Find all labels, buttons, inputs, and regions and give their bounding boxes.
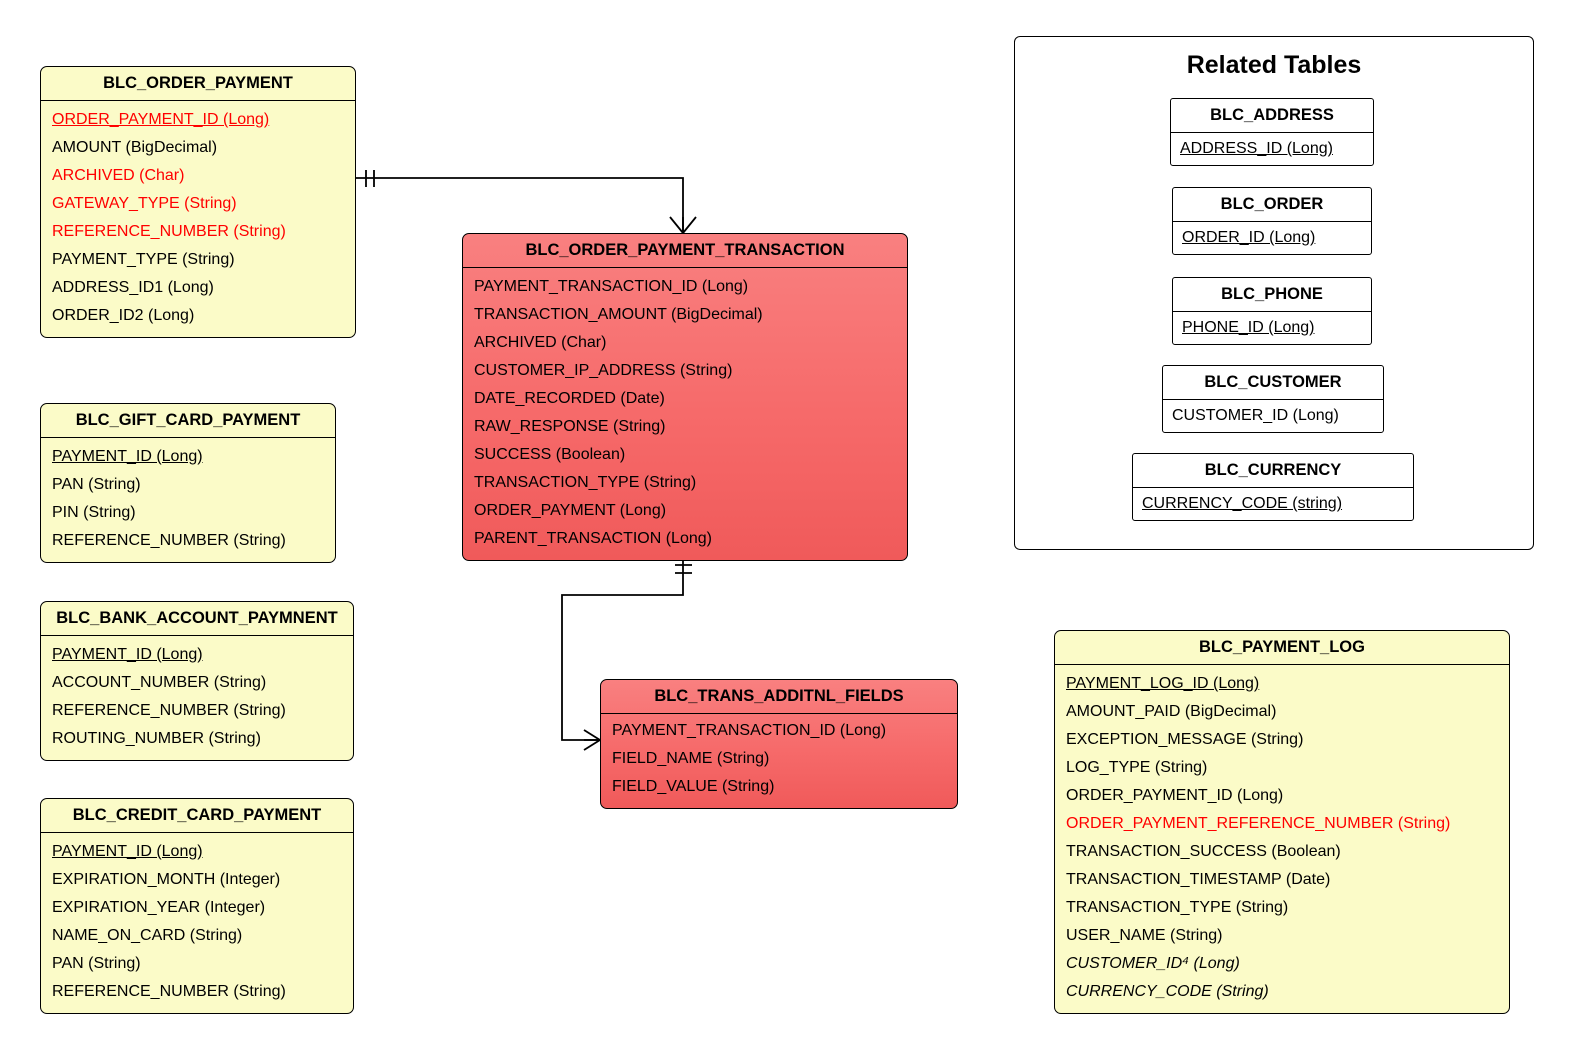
entity-fields xyxy=(601,714,957,808)
mini-title: BLC_ORDER xyxy=(1173,188,1371,222)
field: PIN (String) xyxy=(52,504,136,521)
field: TRANSACTION_TYPE (String) xyxy=(474,474,697,491)
field: ROUTING_NUMBER (String) xyxy=(52,730,261,747)
entity-title: BLC_ORDER_PAYMENT xyxy=(41,67,355,101)
mini-field: CURRENCY_CODE (string) xyxy=(1142,495,1343,512)
field: CURRENCY_CODE (String) xyxy=(1066,983,1269,1000)
field: AMOUNT (BigDecimal) xyxy=(52,139,218,156)
field: REFERENCE_NUMBER (String) xyxy=(52,223,286,240)
field: GATEWAY_TYPE (String) xyxy=(52,195,237,212)
entity-title: BLC_ORDER_PAYMENT_TRANSACTION xyxy=(463,234,907,268)
entity-blc-gift-card-payment[interactable] xyxy=(40,403,336,563)
field: REFERENCE_NUMBER (String) xyxy=(52,702,286,719)
field: USER_NAME (String) xyxy=(1066,927,1223,944)
field: REFERENCE_NUMBER (String) xyxy=(52,532,286,549)
entity-fields xyxy=(41,101,355,337)
field: CUSTOMER_IP_ADDRESS (String) xyxy=(474,362,733,379)
field: TRANSACTION_TYPE (String) xyxy=(1066,899,1289,916)
field: ORDER_PAYMENT_ID (Long) xyxy=(1066,787,1284,804)
mini-field: ORDER_ID (Long) xyxy=(1182,229,1316,246)
field: TRANSACTION_AMOUNT (BigDecimal) xyxy=(474,306,763,323)
field: EXPIRATION_MONTH (Integer) xyxy=(52,871,281,888)
field: PAYMENT_TYPE (String) xyxy=(52,251,235,268)
entity-title: BLC_GIFT_CARD_PAYMENT xyxy=(41,404,335,438)
field: SUCCESS (Boolean) xyxy=(474,446,626,463)
mini-field: PHONE_ID (Long) xyxy=(1182,319,1315,336)
entity-title: BLC_TRANS_ADDITNL_FIELDS xyxy=(601,680,957,714)
field: PAN (String) xyxy=(52,955,141,972)
entity-blc-bank-account-payment[interactable] xyxy=(40,601,354,761)
field: TRANSACTION_TIMESTAMP (Date) xyxy=(1066,871,1331,888)
field: ARCHIVED (Char) xyxy=(52,167,185,184)
entity-fields xyxy=(463,268,907,560)
field: PAN (String) xyxy=(52,476,141,493)
entity-title: BLC_PAYMENT_LOG xyxy=(1055,631,1509,665)
field: PAYMENT_ID (Long) xyxy=(52,843,203,860)
field: ORDER_ID2 (Long) xyxy=(52,307,195,324)
related-table-blc-address[interactable] xyxy=(1170,98,1374,166)
mini-field: CUSTOMER_ID (Long) xyxy=(1172,407,1339,424)
field: PAYMENT_LOG_ID (Long) xyxy=(1066,675,1260,692)
entity-blc-credit-card-payment[interactable] xyxy=(40,798,354,1014)
field: ORDER_PAYMENT (Long) xyxy=(474,502,667,519)
field: RAW_RESPONSE (String) xyxy=(474,418,666,435)
mini-title: BLC_PHONE xyxy=(1173,278,1371,312)
mini-title: BLC_ADDRESS xyxy=(1171,99,1373,133)
field: DATE_RECORDED (Date) xyxy=(474,390,665,407)
related-table-blc-order[interactable] xyxy=(1172,187,1372,255)
field: PAYMENT_ID (Long) xyxy=(52,448,203,465)
mini-field: ADDRESS_ID (Long) xyxy=(1180,140,1333,157)
field: ORDER_PAYMENT_ID (Long) xyxy=(52,111,270,128)
field: LOG_TYPE (String) xyxy=(1066,759,1208,776)
field: ARCHIVED (Char) xyxy=(474,334,607,351)
related-table-blc-customer[interactable] xyxy=(1162,365,1384,433)
related-table-blc-currency[interactable] xyxy=(1132,453,1414,521)
field: EXPIRATION_YEAR (Integer) xyxy=(52,899,266,916)
field: AMOUNT_PAID (BigDecimal) xyxy=(1066,703,1277,720)
field: TRANSACTION_SUCCESS (Boolean) xyxy=(1066,843,1341,860)
entity-fields xyxy=(41,438,335,562)
field: PAYMENT_TRANSACTION_ID (Long) xyxy=(612,722,887,739)
entity-title: BLC_BANK_ACCOUNT_PAYMNENT xyxy=(41,602,353,636)
entity-title: BLC_CREDIT_CARD_PAYMENT xyxy=(41,799,353,833)
mini-title: BLC_CURRENCY xyxy=(1133,454,1413,488)
field: CUSTOMER_ID⁴ (Long) xyxy=(1066,955,1240,972)
field: NAME_ON_CARD (String) xyxy=(52,927,243,944)
field: FIELD_NAME (String) xyxy=(612,750,770,767)
field: ADDRESS_ID1 (Long) xyxy=(52,279,214,296)
entity-fields xyxy=(41,833,353,1013)
field: ACCOUNT_NUMBER (String) xyxy=(52,674,267,691)
field: PAYMENT_TRANSACTION_ID (Long) xyxy=(474,278,749,295)
entity-fields xyxy=(1055,665,1509,1013)
field: EXCEPTION_MESSAGE (String) xyxy=(1066,731,1304,748)
field: FIELD_VALUE (String) xyxy=(612,778,775,795)
field: PAYMENT_ID (Long) xyxy=(52,646,203,663)
entity-blc-payment-log[interactable] xyxy=(1054,630,1510,1014)
field: REFERENCE_NUMBER (String) xyxy=(52,983,286,1000)
entity-blc-trans-additnl-fields[interactable] xyxy=(600,679,958,809)
field: ORDER_PAYMENT_REFERENCE_NUMBER (String) xyxy=(1066,815,1451,832)
mini-title: BLC_CUSTOMER xyxy=(1163,366,1383,400)
related-table-blc-phone[interactable] xyxy=(1172,277,1372,345)
entity-blc-order-payment[interactable] xyxy=(40,66,356,338)
entity-blc-order-payment-transaction[interactable] xyxy=(462,233,908,561)
entity-fields xyxy=(41,636,353,760)
field: PARENT_TRANSACTION (Long) xyxy=(474,530,712,547)
related-tables-title: Related Tables xyxy=(1186,51,1362,79)
